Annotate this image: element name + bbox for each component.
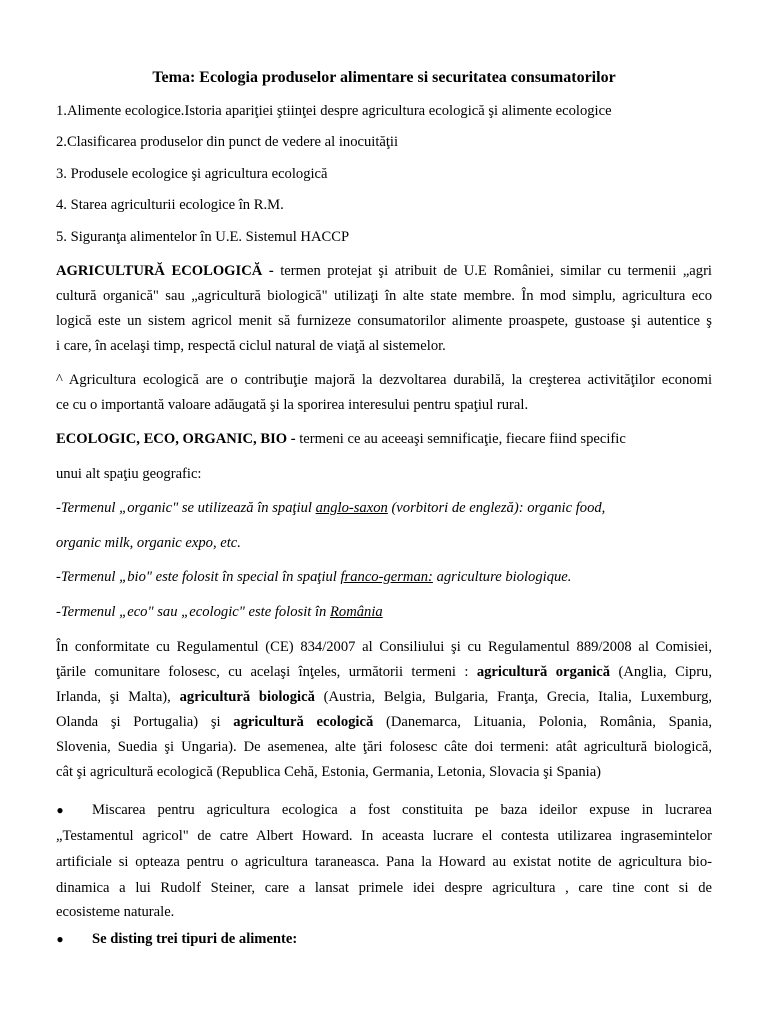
terms-line: ECOLOGIC, ECO, ORGANIC, BIO - termeni ce au aceeaşi semnificaţie, fiecare fiind specific [56,431,626,447]
term-organic-line: -Termenul „organic" se utilizează în spaţiul anglo-saxon (vorbitori de engleză): organic food, [56,500,606,516]
terms-line: unui alt spaţiu geografic: [56,466,202,482]
regulation-line: cât şi agricultură ecologică (Republica Cehă, Estonia, Germania, Letonia, Slovacia şi Spania) [56,764,602,780]
topic-item-5: 5. Siguranţa alimentelor în U.E. Sistemul HACCP [56,229,350,245]
paragraph-line: ^ Agricultura ecologică are o contribuţie majoră la dezvoltarea durabilă, la creşterea activităţilor economi [56,372,712,388]
regulation-line: ţările comunitare folosesc, cu acelaşi înţeles, următorii termeni : agricultură organică (Anglia, Cipru, [56,664,712,680]
definition-line: logică este un sistem agricol menit să furnizeze consumatorilor alimente proaspete, gustoase şi autentice ş [56,313,712,329]
topic-item-1: 1.Alimente ecologice.Istoria apariţiei ştiinţei despre agricultura ecologică şi alimente ecologice [56,103,612,119]
bullet-icon: ● [56,932,64,946]
term-bio-line: -Termenul „bio" este folosit în special în spaţiul franco-german: agriculture biologique. [56,569,572,585]
regulation-line: Olanda şi Portugalia) şi agricultură ecologică (Danemarca, Lituania, Polonia, România, Spania, [56,714,712,730]
definition-line: cultură organică" sau „agricultură biologică" utilizaţi în alte state membre. În mod simplu, agricultura eco [56,288,712,304]
food-types-heading: Se disting trei tipuri de alimente: [92,931,298,947]
definition-term: AGRICULTURĂ ECOLOGICĂ - [56,263,274,279]
bullet-paragraph-line: Miscarea pentru agricultura ecologica a fost constituita pe baza ideilor expuse in lucrarea [92,802,712,818]
bullet-paragraph-line: „Testamentul agricol" de catre Albert Howard. In aceasta lucrare el contesta utilizarea ingrasemintelor [56,828,712,844]
regulation-line: În conformitate cu Regulamentul (CE) 834/2007 al Consiliului şi cu Regulamentul 889/2008 al Comisiei, [56,639,712,655]
bullet-paragraph-line: ecosisteme naturale. [56,904,175,920]
term-eco-line: -Termenul „eco" sau „ecologic" este folosit în România [56,604,383,620]
bullet-paragraph-line: dinamica a lui Rudolf Steiner, care a lansat primele idei despre agricultura , care tine cont si de [56,880,712,896]
terms-heading: ECOLOGIC, ECO, ORGANIC, BIO - [56,431,296,447]
definition-line: i care, în acelaşi timp, respectă ciclul natural de viaţă al sistemelor. [56,338,446,354]
page-title: Tema: Ecologia produselor alimentare si securitatea consumatorilor [152,69,616,86]
topic-item-4: 4. Starea agriculturii ecologice în R.M. [56,197,284,213]
topic-item-3: 3. Produsele ecologice şi agricultura ecologică [56,166,328,182]
term-organic-examples: organic milk, organic expo, etc. [56,535,241,551]
definition-line: AGRICULTURĂ ECOLOGICĂ - termen protejat şi atribuit de U.E României, similar cu termenii „agri [56,263,712,279]
bullet-icon: ● [56,803,64,817]
paragraph-line: ce cu o importantă valoare adăugată şi la sporirea interesului pentru spaţiul rural. [56,397,529,413]
bullet-paragraph-line: artificiale si opteaza pentru o agricultura taraneasca. Pana la Howard au existat notite de agricultura bio- [56,854,712,870]
topic-item-2: 2.Clasificarea produselor din punct de vedere al inocuităţii [56,134,399,150]
regulation-line: Irlanda, şi Malta), agricultură biologică (Austria, Belgia, Bulgaria, Franţa, Grecia, Italia, Luxemburg, [56,689,713,705]
regulation-line: Slovenia, Suedia şi Ungaria). De asemenea, alte ţări folosesc câte doi termeni: atât agricultură biologică, [56,739,712,755]
